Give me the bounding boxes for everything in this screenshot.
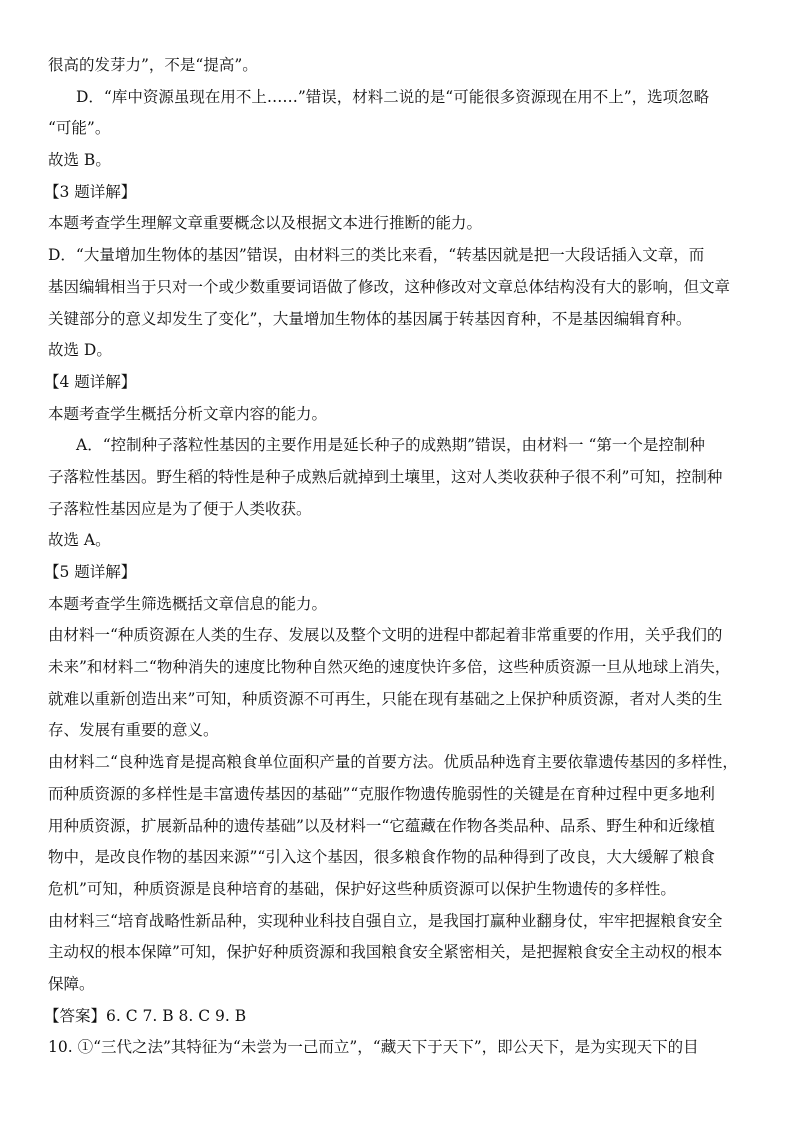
document-page <box>44 50 748 1064</box>
text-line: 10. ①“三代之法”其特征为“未尝为一己而立”，“藏天下于天下”，即公天下，是为实现天下的目 <box>48 1038 699 1057</box>
text-line: 由材料三“培育战略性新品种，实现种业科技自强自立，是我国打赢种业翻身仗，牢牢把握粮食安全 <box>48 911 723 930</box>
text-line: D．“大量增加生物体的基因”错误，由材料三的类比来看，“转基因就是把一大段话插入文章，而 <box>48 246 705 265</box>
text-line: 物中，是改良作物的基因来源”“引入这个基因，很多粮食作物的品种得到了改良，大大缓解了粮食 <box>48 848 715 867</box>
text-line: 子落粒性基因应是为了便于人类收获。 <box>48 499 312 518</box>
text-line: 很高的发芽力”，不是“提高”。 <box>48 56 258 74</box>
text-line: 本题考查学生筛选概括文章信息的能力。 <box>48 594 328 613</box>
text-line: 本题考查学生理解文章重要概念以及根据文本进行推断的能力。 <box>48 214 483 233</box>
text-line: 保障。 <box>48 974 95 993</box>
section-heading: 【5 题详解】 <box>44 563 137 581</box>
text-line: D．“库中资源虽现在用不上……”错误，材料二说的是“可能很多资源现在用不上”，选项忽略 <box>76 87 710 106</box>
text-line: 关键部分的意义却发生了变化”，大量增加生物体的基因属于转基因育种，不是基因编辑育种。 <box>48 309 692 328</box>
text-line: 子落粒性基因。野生稻的特性是种子成熟后就掉到土壤里，这对人类收获种子很不利”可知，控制种 <box>48 467 723 486</box>
text-line: 而种质资源的多样性是丰富遗传基因的基础”“克服作物遗传脆弱性的关键是在育种过程中更多地利 <box>48 784 715 803</box>
section-heading: 【3 题详解】 <box>44 182 137 201</box>
text-line: 故选 B。 <box>48 151 111 170</box>
section-heading: 【答案】6. C 7. B 8. C 9. B <box>44 1006 247 1025</box>
text-line: 用种质资源，扩展新品种的遗传基础”以及材料一“它蕴藏在作物各类品种、品系、野生种和近缘植 <box>48 816 715 835</box>
text-line: 危机”可知，种质资源是良种培育的基础，保护好这些种质资源可以保护生物遗传的多样性。 <box>48 879 676 898</box>
text-line: 故选 D。 <box>48 341 112 360</box>
text-line: A．“控制种子落粒性基因的主要作用是延长种子的成熟期”错误，由材料一 “第一个是控制种 <box>76 436 705 455</box>
text-line: 存、发展有重要的意义。 <box>48 721 219 740</box>
text-line: 基因编辑相当于只对一个或少数重要词语做了修改，这种修改对文章总体结构没有大的影响，但文章 <box>48 277 731 296</box>
text-line: 就难以重新创造出来”可知，种质资源不可再生，只能在现有基础之上保护种质资源，者对人类的生 <box>48 689 723 708</box>
text-line: 主动权的根本保障”可知，保护好种质资源和我国粮食安全紧密相关，是把握粮食安全主动权的根本 <box>48 943 723 962</box>
text-line: 本题考查学生概括分析文章内容的能力。 <box>48 404 328 423</box>
section-heading: 【4 题详解】 <box>44 372 137 391</box>
text-line: 故选 A。 <box>48 531 111 550</box>
text-line: 未来”和材料二“物种消失的速度比物种自然灭绝的速度快许多倍，这些种质资源一旦从地球上消失， <box>48 658 731 677</box>
text-line: 由材料一“种质资源在人类的生存、发展以及整个文明的进程中都起着非常重要的作用，关乎我们的 <box>48 626 723 645</box>
text-line: “可能”。 <box>48 119 111 138</box>
text-line: 由材料二“良种选育是提高粮食单位面积产量的首要方法。优质品种选育主要依靠遗传基因的多样性， <box>48 753 738 772</box>
